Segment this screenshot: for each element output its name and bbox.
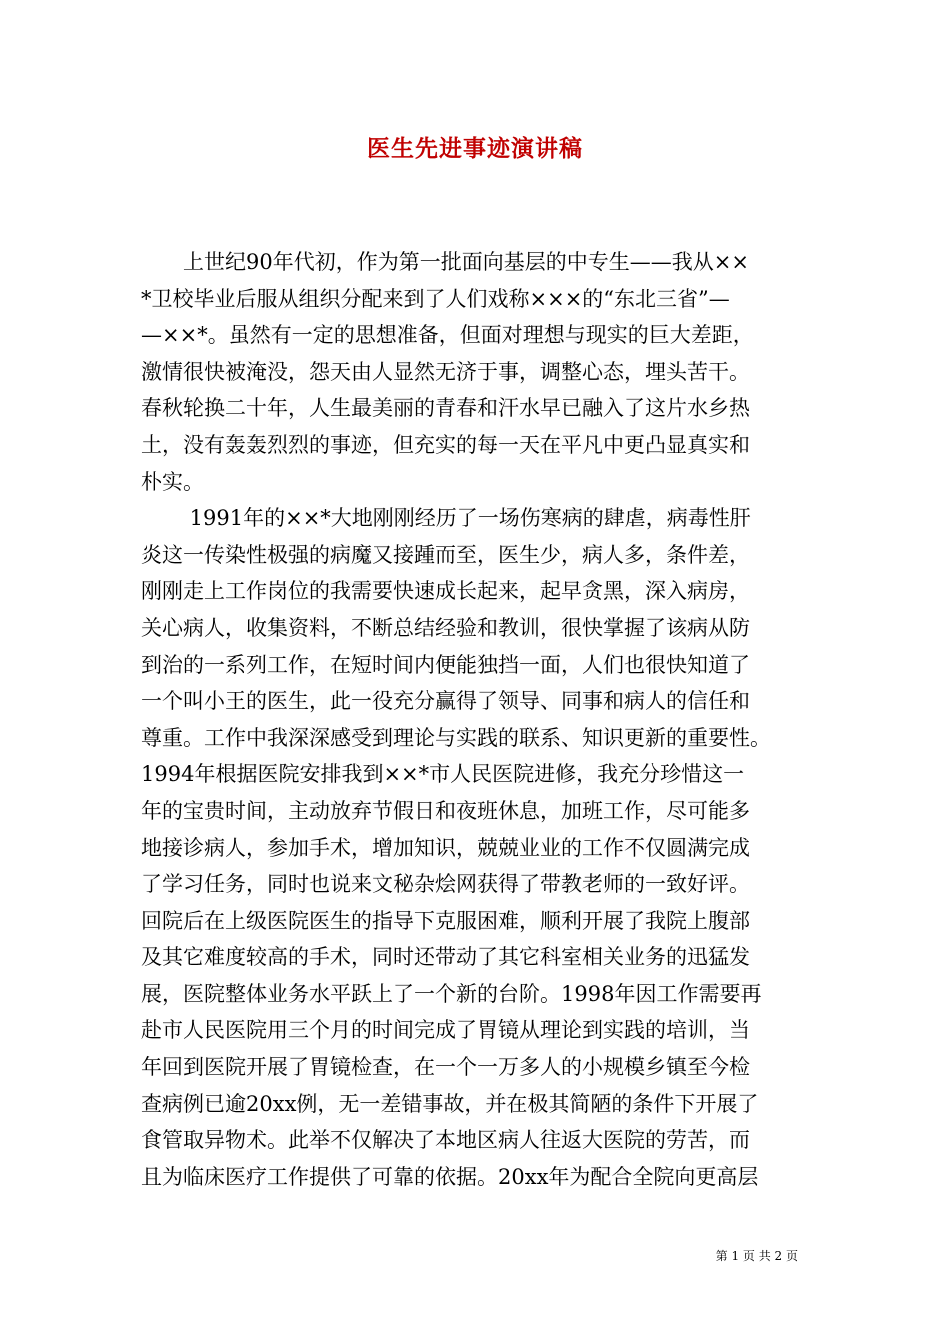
document-title: 医生先进事迹演讲稿 <box>367 135 583 162</box>
text-line: *卫校毕业后服从组织分配来到了人们戏称×××的“东北三省”— <box>141 286 730 311</box>
text-line: 回院后在上级医院医生的指导下克服困难，顺利开展了我院上腹部 <box>141 908 750 933</box>
text-line: 年的宝贵时间，主动放弃节假日和夜班休息，加班工作，尽可能多 <box>141 798 750 823</box>
text-line: 激情很快被淹没，怨天由人显然无济于事，调整心态，埋头苦干。 <box>141 359 750 384</box>
text-line: 1994年根据医院安排我到××*市人民医院进修，我充分珍惜这一 <box>141 762 745 787</box>
body-text <box>141 244 821 1195</box>
text-line: 展，医院整体业务水平跃上了一个新的台阶。1998年因工作需要再 <box>141 981 762 1006</box>
text-line: 地接诊病人，参加手术，增加知识，兢兢业业的工作不仅圆满完成 <box>141 835 750 860</box>
text-line: 尊重。工作中我深深感受到理论与实践的联系、知识更新的重要性。 <box>141 725 771 750</box>
text-line: 食管取异物术。此举不仅解决了本地区病人往返大医院的劳苦，而 <box>141 1128 750 1153</box>
text-line: 土，没有轰轰烈烈的事迹，但充实的每一天在平凡中更凸显真实和 <box>141 432 750 457</box>
text-line: 赴市人民医院用三个月的时间完成了胃镜从理论到实践的培训，当 <box>141 1018 750 1043</box>
text-line: 炎这一传染性极强的病魔又接踵而至，医生少，病人多，条件差， <box>141 542 750 567</box>
text-line: 朴实。 <box>141 469 204 494</box>
text-line: 刚刚走上工作岗位的我需要快速成长起来，起早贪黑，深入病房， <box>141 579 750 604</box>
page-number-footer: 第 1 页 共 2 页 <box>715 1249 798 1263</box>
text-line: 年回到医院开展了胃镜检查，在一个一万多人的小规模乡镇至今检 <box>141 1055 750 1080</box>
text-line: 且为临床医疗工作提供了可靠的依据。20xx年为配合全院向更高层 <box>141 1164 759 1189</box>
text-line: 1991年的××*大地刚刚经历了一场伤寒病的肆虐，病毒性肝 <box>141 506 751 531</box>
text-line: 查病例已逾20xx例，无一差错事故，并在极其简陋的条件下开展了 <box>141 1091 759 1116</box>
text-line: 一个叫小王的医生，此一役充分赢得了领导、同事和病人的信任和 <box>141 689 750 714</box>
text-line: —××*。虽然有一定的思想准备，但面对理想与现实的巨大差距， <box>141 323 754 348</box>
text-line: 春秋轮换二十年，人生最美丽的青春和汗水早已融入了这片水乡热 <box>141 396 750 421</box>
text-line: 上世纪90年代初，作为第一批面向基层的中专生——我从×× <box>141 250 749 274</box>
text-line: 了学习任务，同时也说来文秘杂烩网获得了带教老师的一致好评。 <box>141 872 750 897</box>
text-line: 关心病人，收集资料，不断总结经验和教训，很快掌握了该病从防 <box>141 615 750 640</box>
text-line: 到治的一系列工作，在短时间内便能独挡一面，人们也很快知道了 <box>141 652 750 677</box>
text-line: 及其它难度较高的手术，同时还带动了其它科室相关业务的迅猛发 <box>141 945 750 970</box>
